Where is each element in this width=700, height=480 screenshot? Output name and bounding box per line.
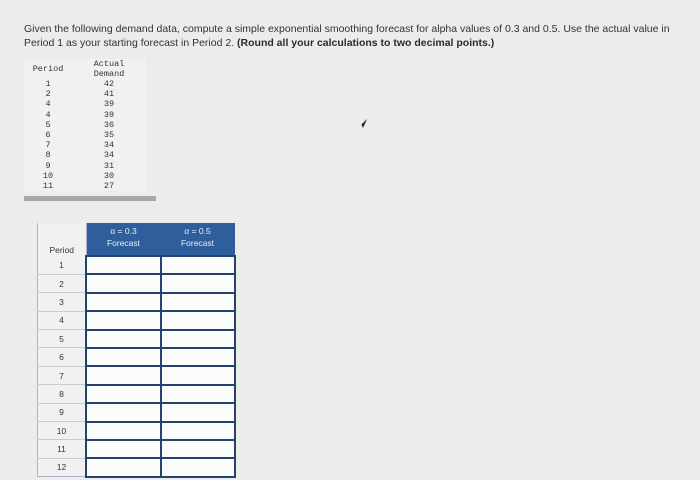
alpha-header-row xyxy=(38,223,235,238)
forecast-input-alpha-0-3[interactable] xyxy=(86,366,161,384)
period-label: 4 xyxy=(38,311,87,329)
demand-value: 30 xyxy=(103,170,115,181)
demand-value: 27 xyxy=(103,180,115,191)
period-label: 7 xyxy=(38,366,87,384)
demand-value: 34 xyxy=(103,140,115,151)
alpha-0-3-header: α = 0.3 xyxy=(86,223,161,238)
forecast-row xyxy=(38,293,235,311)
period-value: 4 xyxy=(45,109,51,120)
forecast-input-alpha-0-3[interactable] xyxy=(86,458,161,476)
demand-value: 41 xyxy=(103,89,115,100)
mouse-cursor-icon xyxy=(356,118,368,130)
period-value: 5 xyxy=(45,119,51,130)
period-label: 10 xyxy=(38,422,87,440)
forecast-row xyxy=(38,256,235,274)
period-value: 4 xyxy=(45,99,51,110)
demand-row xyxy=(24,120,146,130)
demand-row xyxy=(24,161,146,171)
forecast-input-alpha-0-5[interactable] xyxy=(161,330,235,348)
forecast-input-alpha-0-5[interactable] xyxy=(161,256,235,274)
demand-data-table xyxy=(24,59,146,191)
forecast-input-alpha-0-3[interactable] xyxy=(86,440,161,458)
forecast-row xyxy=(38,422,235,440)
period-label: 12 xyxy=(38,458,87,476)
forecast-row xyxy=(38,403,235,421)
alpha-0-5-header: α = 0.5 xyxy=(161,223,235,238)
forecast-header-alpha-0-3: Forecast xyxy=(86,238,161,256)
period-label: 1 xyxy=(38,256,87,274)
forecast-input-alpha-0-5[interactable] xyxy=(161,440,235,458)
question-body: Given the following demand data, compute a simple exponential smoothing forecast for alpha values of 0.3 and 0.5. Use the actual value in Period 1 as your starting forecast in Period 2. xyxy=(24,23,670,49)
period-label: 2 xyxy=(38,274,87,292)
forecast-header-row xyxy=(38,238,235,256)
forecast-answer-table xyxy=(37,223,236,478)
demand-row xyxy=(24,89,146,99)
forecast-row xyxy=(38,311,235,329)
forecast-row xyxy=(38,440,235,458)
forecast-input-alpha-0-3[interactable] xyxy=(86,385,161,403)
demand-row xyxy=(24,130,146,140)
forecast-input-alpha-0-3[interactable] xyxy=(86,403,161,421)
section-divider xyxy=(24,196,156,201)
forecast-input-alpha-0-3[interactable] xyxy=(86,348,161,366)
period-value: 9 xyxy=(45,160,51,171)
period-value: 11 xyxy=(42,180,54,191)
forecast-input-alpha-0-3[interactable] xyxy=(86,274,161,292)
forecast-input-alpha-0-5[interactable] xyxy=(161,274,235,292)
rounding-note: (Round all your calculations to two decimal points.) xyxy=(237,37,495,49)
period-value: 7 xyxy=(45,140,51,151)
period-label: 6 xyxy=(38,348,87,366)
period-label: 8 xyxy=(38,385,87,403)
demand-row xyxy=(24,99,146,109)
demand-row xyxy=(24,150,146,160)
period-value: 8 xyxy=(45,150,51,161)
demand-value: 36 xyxy=(103,119,115,130)
forecast-header-alpha-0-5: Forecast xyxy=(161,238,235,256)
demand-value: 39 xyxy=(103,109,115,120)
forecast-input-alpha-0-5[interactable] xyxy=(161,348,235,366)
forecast-row xyxy=(38,330,235,348)
forecast-input-alpha-0-5[interactable] xyxy=(161,311,235,329)
demand-value: 35 xyxy=(103,130,115,141)
forecast-input-alpha-0-3[interactable] xyxy=(86,256,161,274)
period-column-header: Period xyxy=(32,64,64,74)
demand-table-header xyxy=(24,59,146,79)
period-label: 9 xyxy=(38,403,87,421)
forecast-input-alpha-0-5[interactable] xyxy=(161,422,235,440)
period-value: 6 xyxy=(45,130,51,141)
question-text xyxy=(24,22,684,50)
demand-value: 31 xyxy=(103,160,115,171)
forecast-input-alpha-0-3[interactable] xyxy=(86,330,161,348)
period-value: 10 xyxy=(42,170,54,181)
period-value: 1 xyxy=(45,79,51,90)
forecast-row xyxy=(38,274,235,292)
actual-demand-column-header: Actual Demand xyxy=(93,59,125,79)
demand-row xyxy=(24,181,146,191)
demand-value: 34 xyxy=(103,150,115,161)
forecast-input-alpha-0-5[interactable] xyxy=(161,293,235,311)
period-value: 2 xyxy=(45,89,51,100)
demand-row xyxy=(24,79,146,89)
forecast-input-alpha-0-5[interactable] xyxy=(161,458,235,476)
forecast-input-alpha-0-3[interactable] xyxy=(86,311,161,329)
forecast-row xyxy=(38,348,235,366)
demand-value: 42 xyxy=(103,79,115,90)
forecast-row xyxy=(38,385,235,403)
period-label: 11 xyxy=(38,440,87,458)
forecast-input-alpha-0-5[interactable] xyxy=(161,403,235,421)
demand-row xyxy=(24,140,146,150)
forecast-input-alpha-0-5[interactable] xyxy=(161,385,235,403)
forecast-row xyxy=(38,458,235,476)
forecast-input-alpha-0-3[interactable] xyxy=(86,422,161,440)
demand-row xyxy=(24,110,146,120)
demand-value: 39 xyxy=(103,99,115,110)
period-label: 3 xyxy=(38,293,87,311)
forecast-input-alpha-0-3[interactable] xyxy=(86,293,161,311)
period-label: 5 xyxy=(38,330,87,348)
demand-row xyxy=(24,171,146,181)
forecast-input-alpha-0-5[interactable] xyxy=(161,366,235,384)
period-header: Period xyxy=(38,238,87,256)
period-header-spacer xyxy=(38,223,87,238)
forecast-row xyxy=(38,366,235,384)
